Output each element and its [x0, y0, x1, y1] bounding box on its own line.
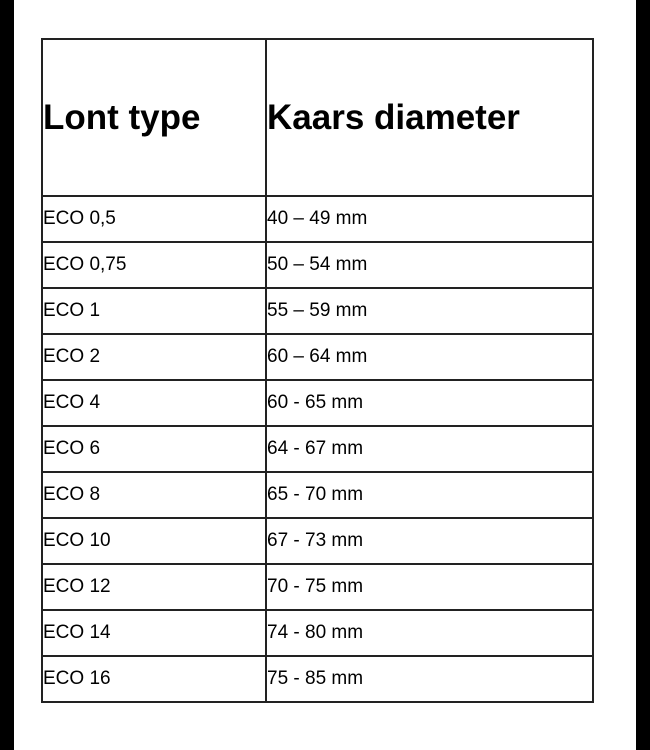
diameter-cell: 40 – 49 mm — [266, 196, 593, 242]
wick-type-cell: ECO 1 — [42, 288, 266, 334]
diameter-cell: 74 - 80 mm — [266, 610, 593, 656]
diameter-cell: 67 - 73 mm — [266, 518, 593, 564]
header-row — [42, 39, 593, 196]
table-row — [42, 472, 593, 518]
table-row — [42, 242, 593, 288]
header-wick-type: Lont type — [42, 39, 266, 196]
diameter-cell: 60 – 64 mm — [266, 334, 593, 380]
diameter-cell: 64 - 67 mm — [266, 426, 593, 472]
wick-type-cell: ECO 14 — [42, 610, 266, 656]
diameter-cell: 60 - 65 mm — [266, 380, 593, 426]
diameter-cell: 70 - 75 mm — [266, 564, 593, 610]
table-row — [42, 288, 593, 334]
table-row — [42, 564, 593, 610]
document-page — [14, 0, 636, 750]
wick-type-cell: ECO 6 — [42, 426, 266, 472]
wick-type-cell: ECO 0,75 — [42, 242, 266, 288]
table-row — [42, 610, 593, 656]
wick-type-cell: ECO 16 — [42, 656, 266, 702]
table-row — [42, 518, 593, 564]
table-row — [42, 334, 593, 380]
wick-type-cell: ECO 4 — [42, 380, 266, 426]
wick-type-cell: ECO 8 — [42, 472, 266, 518]
wick-size-table — [41, 38, 594, 703]
wick-type-cell: ECO 12 — [42, 564, 266, 610]
table-row — [42, 380, 593, 426]
wick-type-cell: ECO 10 — [42, 518, 266, 564]
header-candle-diameter: Kaars diameter — [266, 39, 593, 196]
diameter-cell: 75 - 85 mm — [266, 656, 593, 702]
wick-type-cell: ECO 0,5 — [42, 196, 266, 242]
wick-type-cell: ECO 2 — [42, 334, 266, 380]
diameter-cell: 55 – 59 mm — [266, 288, 593, 334]
table-row — [42, 426, 593, 472]
table-row — [42, 196, 593, 242]
table-row — [42, 656, 593, 702]
diameter-cell: 50 – 54 mm — [266, 242, 593, 288]
diameter-cell: 65 - 70 mm — [266, 472, 593, 518]
